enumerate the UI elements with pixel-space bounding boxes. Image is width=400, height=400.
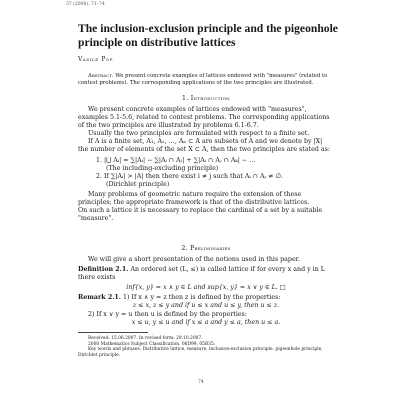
footnote-received: Received: 15.06.2007. In revised form: 29.10.2007. (88, 336, 203, 341)
footnote-msc: 2000 Mathematics Subject Classification. 06D99, 05B35. (88, 341, 216, 347)
intro-paragraph: If A is a finite set, A₁, A₂, …, Aₙ ⊂ A are subsets of A and we denote by |X| the number of elements of the set X ⊂ A, then the two principles are stated as: (78, 138, 330, 154)
prelim-paragraph: We will give a short presentation of the notions used in this paper. (88, 256, 301, 263)
remark-item-2: 2) If x ∨ y = u then u is defined by the properties: (88, 310, 247, 318)
definition-equation: inf{x, y} = x ∧ y ∈ L and sup{x, y} = x ∨ y ∈ L. □ (126, 284, 286, 292)
section-heading-introduction: 1. Introduction (182, 95, 230, 102)
intro-paragraph: Usually the two principles are formulated with respect to a finite set. (88, 130, 310, 138)
introduction-body (78, 106, 334, 223)
principle-1-formula: 1. |⋃ Aᵢ| = ∑|Aᵢ| − ∑|Aᵢ ∩ Aⱼ| + ∑|Aᵢ ∩ Aⱼ ∩ Aₖ| − … (96, 156, 256, 164)
paper-title: The inclusion-exclusion principle and the pigeonhole principle on distributive lattices (78, 22, 338, 49)
preliminaries-body (78, 256, 334, 327)
definition-text: An ordered set (L, ≤) is called lattice if for every x and y in L there exists (78, 266, 325, 282)
page-number: 74 (198, 380, 204, 385)
intro-paragraph: We present concrete examples of lattices endowed with "measures", examples 5.1-5.6, related to contest problems. The corresponding applications of the two principles are illustrated by problems 6.1-6.7. (78, 106, 330, 130)
principle-1-caption: (The including-excluding principle) (106, 164, 219, 172)
definition-label: Definition 2.1. (78, 266, 129, 274)
section-heading-preliminaries: 2. Preliminaries (181, 245, 231, 252)
remark-equation-2: x ≤ u, y ≤ u and if x ≤ a and y ≤ a, then u ≤ a. (131, 318, 281, 326)
abstract-label: Abstract. (88, 73, 114, 79)
remark-label: Remark 2.1. (78, 294, 122, 302)
intro-paragraph: Many problems of geometric nature require the extension of these principles; the appropriate framework is that of the distributive lattices. (78, 190, 310, 207)
principle-2-formula: 2. If ∑|Aᵢ| > |A| then there exist i ≠ j such that Aᵢ ∩ Aⱼ ≠ ∅. (96, 172, 283, 180)
principle-2-caption: (Dirichlet principle) (106, 180, 170, 188)
author-name: Vasile Pop (78, 56, 114, 63)
running-header: 37 (2008), 71–74 (66, 2, 105, 7)
footnote (78, 336, 334, 358)
intro-paragraph: On such a lattice it is necessary to replace the cardinal of a set by a suitable "measure". (78, 207, 323, 223)
remark-item-1: 1) If x ∧ y = z then z is defined by the properties: (123, 294, 281, 302)
remark-equation-1: z ≤ x, z ≤ y and if u ≤ x and u ≤ y, then u ≤ z. (132, 302, 280, 310)
abstract-text: We present concrete examples of lattices endowed with "measures" (related to contest problems). The corresponding applications of the two principles are illustrated. (78, 73, 328, 86)
abstract (78, 73, 334, 87)
footnote-divider (78, 332, 148, 333)
footnote-keywords: Key words and phrases. Distributive lattice, measure, inclusion-exclusion principle, pigeonhole principle, Dirichlet principle. (78, 347, 323, 358)
